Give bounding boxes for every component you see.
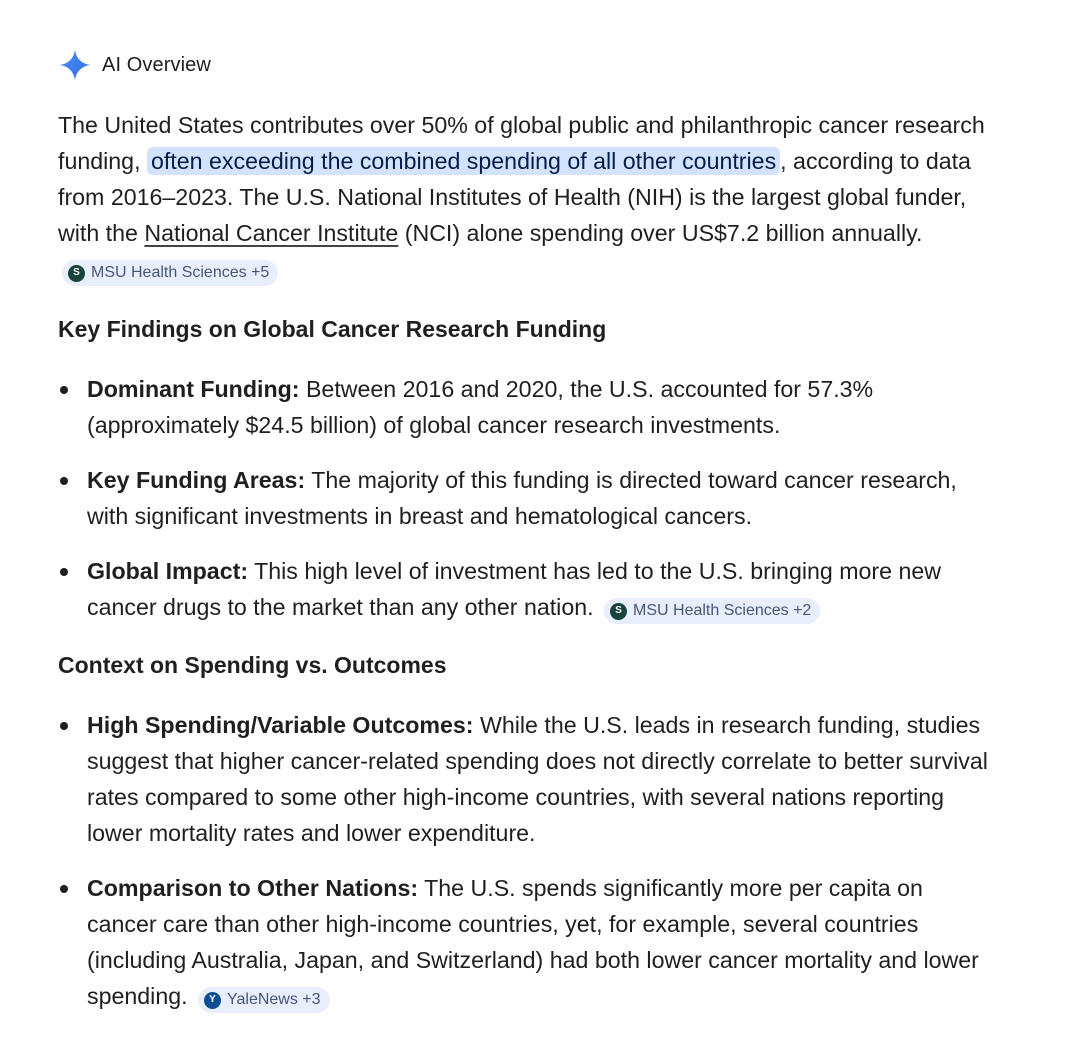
context-list (58, 707, 998, 1014)
yale-logo-icon: Y (204, 992, 221, 1009)
list-item (58, 553, 998, 625)
sparkle-icon (58, 48, 92, 82)
item-text: The U.S. spends significantly more per capita on cancer care than other high-income countries, yet, for example, several countries (including Australia, Japan, and Switzerland) had both lower cancer mortality and lower spending. (87, 875, 979, 1009)
item-label: Global Impact: (87, 558, 249, 584)
source-chip-label: MSU Health Sciences +2 (633, 602, 812, 619)
item-text: While the U.S. leads in research funding, studies suggest that higher cancer-related spending does not directly correlate to better survival rates compared to some other high-income countries, with several nations reporting lower mortality rates and lower expenditure. (87, 712, 988, 846)
section-heading-context: Context on Spending vs. Outcomes (58, 652, 447, 678)
source-chip-msu[interactable] (62, 260, 278, 286)
section-heading-key-findings: Key Findings on Global Cancer Research Funding (58, 316, 607, 342)
item-text: The majority of this funding is directed toward cancer research, with significant investments in breast and hematological cancers. (87, 467, 957, 529)
intro-text: The United States contributes over 50% of global public and philanthropic cancer research funding, (58, 112, 985, 174)
list-item (58, 371, 998, 443)
source-chip-msu-2[interactable] (604, 598, 820, 624)
item-label: High Spending/Variable Outcomes: (87, 712, 474, 738)
source-chip-yale[interactable] (198, 987, 330, 1013)
item-text: Between 2016 and 2020, the U.S. accounted for 57.3% (approximately $24.5 billion) of global cancer research investments. (87, 376, 874, 438)
ai-overview-header (58, 48, 211, 82)
list-item (58, 870, 998, 1014)
item-text: This high level of investment has led to the U.S. bringing more new cancer drugs to the market than any other nation. (87, 558, 942, 620)
overview-content (58, 107, 998, 1014)
intro-text-continued: , according to data from 2016–2023. The U.S. National Institutes of Health (NIH) is the largest global funder, with the (58, 148, 971, 246)
msu-logo-icon: S (610, 603, 627, 620)
item-label: Comparison to Other Nations: (87, 875, 419, 901)
highlighted-claim[interactable]: often exceeding the combined spending of all other countries (147, 147, 780, 175)
intro-paragraph (58, 107, 998, 287)
list-item (58, 462, 998, 534)
nci-link[interactable]: National Cancer Institute (144, 220, 399, 246)
item-label: Dominant Funding: (87, 376, 300, 402)
ai-overview-title: AI Overview (102, 53, 211, 76)
list-item (58, 707, 998, 851)
source-chip-label: YaleNews +3 (227, 991, 321, 1008)
intro-text-end: (NCI) alone spending over US$7.2 billion annually. (398, 220, 923, 246)
key-findings-list (58, 371, 998, 625)
item-label: Key Funding Areas: (87, 467, 306, 493)
source-chip-label: MSU Health Sciences +5 (91, 264, 270, 281)
msu-logo-icon: S (68, 265, 85, 282)
